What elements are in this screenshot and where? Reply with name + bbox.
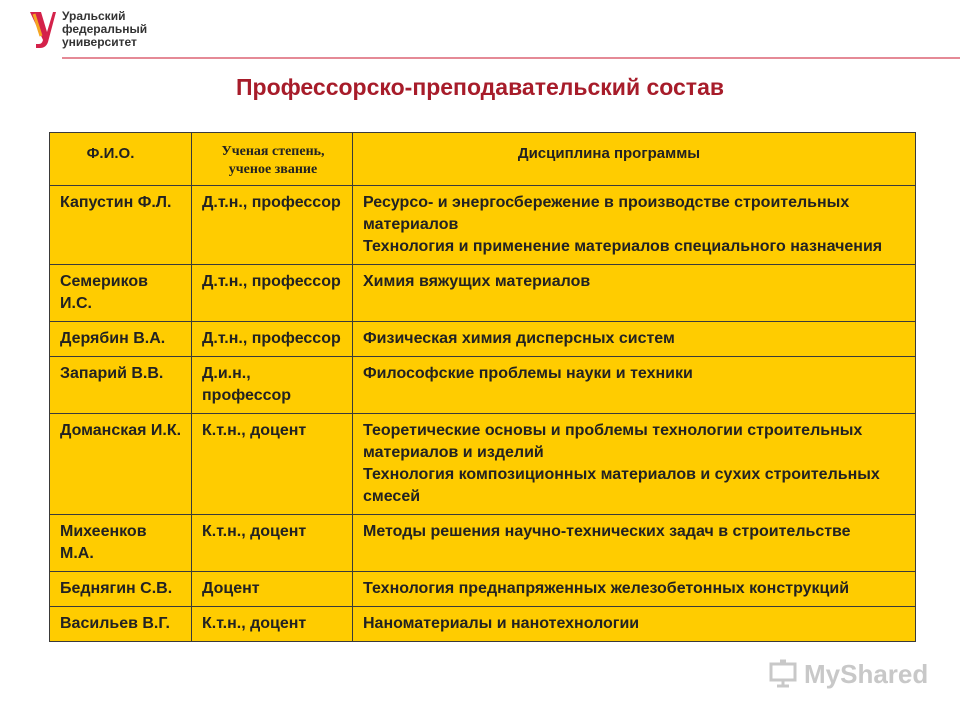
cell-degree: К.т.н., доцент [192,607,353,642]
discipline-item: Технология и применение материалов специального назначения [363,238,883,255]
cell-degree: Доцент [192,572,353,607]
cell-name: Дерябин В.А. [50,322,192,357]
table-header-row [50,133,916,186]
discipline-item: Наноматериалы и нанотехнологии [363,615,640,632]
cell-discipline [353,357,916,414]
column-header-discipline: Дисциплина программы [353,133,916,186]
cell-discipline [353,186,916,265]
cell-discipline [353,322,916,357]
logo-text [62,10,147,49]
cell-name: Семериков И.С. [50,265,192,322]
faculty-table [49,132,916,642]
university-logo [28,8,188,54]
discipline-item: Химия вяжущих материалов [363,273,591,290]
cell-degree: К.т.н., доцент [192,515,353,572]
cell-name: Беднягин С.В. [50,572,192,607]
watermark [768,657,928,693]
cell-degree: Д.т.н., профессор [192,265,353,322]
cell-discipline [353,515,916,572]
discipline-item: Технология композиционных материалов и сухих строительных смесей [363,466,880,505]
cell-name: Капустин Ф.Л. [50,186,192,265]
discipline-item: Философские проблемы науки и техники [363,365,693,382]
urfu-logo-icon [28,8,58,50]
cell-name: Доманская И.К. [50,414,192,515]
header-divider [62,57,960,59]
logo-line-3: университет [62,35,137,49]
cell-degree: Д.т.н., профессор [192,186,353,265]
cell-name: Михеенков М.А. [50,515,192,572]
discipline-item: Физическая химия дисперсных систем [363,330,675,347]
cell-name: Запарий В.В. [50,357,192,414]
cell-discipline [353,414,916,515]
table-row [50,186,916,265]
cell-discipline [353,572,916,607]
logo-line-1: Уральский [62,9,126,23]
table-row [50,357,916,414]
cell-discipline [353,607,916,642]
table-row [50,265,916,322]
column-header-name: Ф.И.О. [50,133,192,186]
discipline-item: Технология преднапряженных железобетонных конструкций [363,580,850,597]
table-row [50,607,916,642]
table-row [50,322,916,357]
cell-degree: Д.и.н., профессор [192,357,353,414]
table-row [50,414,916,515]
column-header-degree: Ученая степень, ученое звание [192,133,353,186]
cell-degree: К.т.н., доцент [192,414,353,515]
table-row [50,572,916,607]
cell-name: Васильев В.Г. [50,607,192,642]
watermark-text: MyShared [804,659,929,689]
table-row [50,515,916,572]
discipline-item: Ресурсо- и энергосбережение в производстве строительных материалов [363,194,850,233]
table-body [50,186,916,642]
cell-discipline [353,265,916,322]
discipline-item: Теоретические основы и проблемы технологии строительных материалов и изделий [363,422,863,461]
presentation-icon [768,659,798,689]
logo-line-2: федеральный [62,22,148,36]
discipline-item: Методы решения научно-технических задач в строительстве [363,523,851,540]
cell-degree: Д.т.н., профессор [192,322,353,357]
page-title: Профессорско-преподавательский состав [235,74,725,100]
